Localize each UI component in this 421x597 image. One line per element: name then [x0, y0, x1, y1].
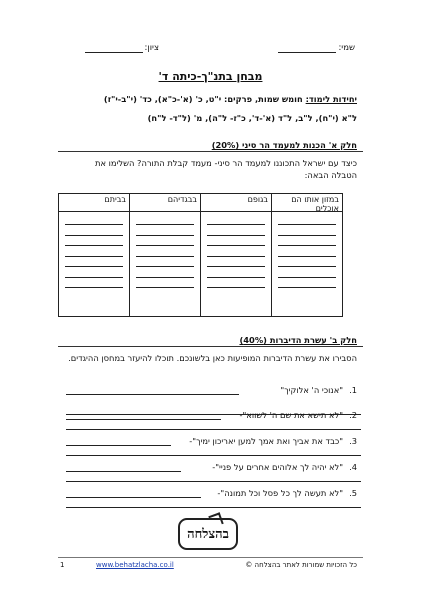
- question-number: 4.: [349, 462, 357, 472]
- study-unit-chapters-1: חומש שמות, פרקים: י"ט, כ' (א'-כ"א), כד' (י"ב-י"ז): [103, 94, 306, 104]
- question-number: 2.: [349, 410, 357, 420]
- student-name-label: שמי:: [338, 43, 355, 53]
- question-5: [217, 488, 357, 498]
- part-a-instructions: כיצד עם ישראל התכוננו למעמד הר סיני- מעמד קבלת התורה? השלימו את הטבלה הבאה:: [95, 158, 357, 180]
- question-4-answer-line[interactable]: [66, 471, 181, 472]
- student-name-field[interactable]: [278, 43, 355, 53]
- question-1: [280, 385, 357, 395]
- part-b-rule: [58, 346, 363, 347]
- behatzlacha-logo: [178, 518, 238, 550]
- question-4: [212, 462, 357, 472]
- answer-lines-food[interactable]: [272, 212, 342, 316]
- grade-field[interactable]: [85, 43, 159, 53]
- question-number: 5.: [349, 488, 357, 498]
- table-column-body: [200, 194, 271, 316]
- column-header-home: בביתם: [59, 194, 129, 212]
- question-1-answer-line[interactable]: [66, 394, 239, 395]
- question-2-answer-line-2[interactable]: [66, 429, 361, 430]
- question-text: "כבד את אביך ואת אמך למען יאריכון ימיך"-: [189, 436, 344, 446]
- part-a-rule: [58, 151, 363, 152]
- footer-copyright: כל הזכויות שמורות לאתר בהצלחה ©: [245, 561, 357, 569]
- question-3: [189, 436, 357, 446]
- page-number: 1: [60, 561, 65, 569]
- study-unit-line-1: [104, 94, 357, 104]
- question-2-answer-line[interactable]: [66, 419, 221, 420]
- logo-text: בהצלחה: [187, 527, 229, 542]
- question-text: "לא יהיה לך אלוהים אחרים על פניי"-: [212, 462, 344, 472]
- grade-label: ציון:: [144, 43, 159, 53]
- answer-lines-home[interactable]: [59, 212, 129, 316]
- preparation-table: [58, 193, 343, 317]
- part-b-instructions: הסבירו את עשרת הדיברות המופיעות כאן בלשונכם. תוכלו להיעזר במחסן ההיגדים.: [68, 353, 357, 363]
- question-3-answer-line-2[interactable]: [66, 455, 361, 456]
- grade-line[interactable]: [85, 43, 143, 53]
- footer-website-link[interactable]: www.behatzlacha.co.il: [96, 561, 174, 569]
- question-text: "אנוכי ה' אלוקיך": [280, 385, 344, 395]
- exam-title: מבחן בתנ"ך-כיתה ד': [158, 70, 263, 83]
- question-4-answer-line-2[interactable]: [66, 481, 361, 482]
- table-column-home: [59, 194, 129, 316]
- question-3-answer-line[interactable]: [66, 445, 171, 446]
- answer-lines-body[interactable]: [201, 212, 271, 316]
- answer-lines-clothes[interactable]: [130, 212, 200, 316]
- column-header-clothes: בבגדיהם: [130, 194, 200, 212]
- question-2: [240, 410, 357, 420]
- question-number: 1.: [349, 385, 357, 395]
- column-header-food: במזון אותו הם אוכלים: [272, 194, 342, 212]
- question-text: "לא תעשה לך כל פסל וכל תמונה"-: [217, 488, 344, 498]
- part-b-heading: חלק ב' עשרת הדיברות (40%): [239, 335, 357, 345]
- study-unit-chapters-2: ל"א (י"ח), ל"ב, ל"ד (א'-ד', כ"ז- ל"ה), מ' (ל"ד- ל"ח): [147, 113, 357, 123]
- column-header-body: בגופם: [201, 194, 271, 212]
- footer-rule: [58, 557, 363, 558]
- table-column-clothes: [129, 194, 200, 316]
- study-unit-line-2: [148, 113, 357, 123]
- question-text: "לא תישא את שם ה' לשווא"-: [239, 410, 344, 420]
- question-5-answer-line-2[interactable]: [66, 507, 361, 508]
- table-column-food: [271, 194, 342, 316]
- part-a-heading: חלק א' הכנות למעמד הר סיני (20%): [211, 140, 357, 150]
- study-unit-label: יחידות לימוד:: [305, 94, 357, 104]
- question-5-answer-line[interactable]: [66, 497, 201, 498]
- question-number: 3.: [349, 436, 357, 446]
- student-name-line[interactable]: [278, 43, 336, 53]
